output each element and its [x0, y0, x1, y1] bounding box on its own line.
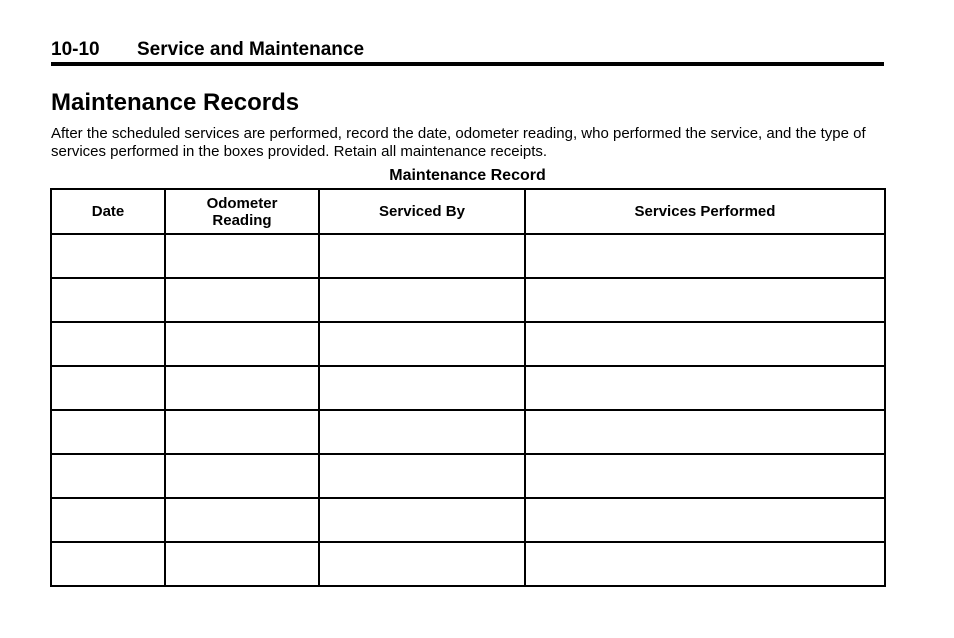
services-performed-cell	[525, 278, 885, 322]
table-row	[51, 278, 885, 322]
column-header-odometer-reading	[165, 189, 319, 234]
serviced-by-cell	[319, 234, 525, 278]
odometer-reading-cell	[165, 542, 319, 586]
odometer-reading-cell	[165, 234, 319, 278]
header-rule	[51, 62, 884, 66]
column-header-date: Date	[51, 189, 165, 234]
date-cell	[51, 498, 165, 542]
serviced-by-cell	[319, 278, 525, 322]
serviced-by-cell	[319, 410, 525, 454]
table-row	[51, 234, 885, 278]
services-performed-cell	[525, 234, 885, 278]
date-cell	[51, 278, 165, 322]
table-row	[51, 410, 885, 454]
services-performed-cell	[525, 366, 885, 410]
table-row	[51, 498, 885, 542]
date-cell	[51, 454, 165, 498]
odometer-reading-cell	[165, 322, 319, 366]
odometer-reading-cell	[165, 498, 319, 542]
maintenance-record-table	[50, 188, 886, 587]
services-performed-cell	[525, 498, 885, 542]
date-cell	[51, 410, 165, 454]
odometer-header-line1: Odometer	[206, 194, 278, 212]
table-body	[51, 234, 885, 586]
table-caption: Maintenance Record	[389, 167, 546, 184]
table-row	[51, 542, 885, 586]
page-header	[51, 39, 884, 63]
date-cell	[51, 366, 165, 410]
page-number: 10-10	[51, 39, 100, 60]
date-cell	[51, 322, 165, 366]
table-row	[51, 366, 885, 410]
date-cell	[51, 234, 165, 278]
serviced-by-cell	[319, 454, 525, 498]
services-performed-cell	[525, 454, 885, 498]
odometer-reading-cell	[165, 454, 319, 498]
table-header-row	[51, 189, 885, 234]
page-title: Maintenance Records	[51, 89, 300, 116]
section-name: Service and Maintenance	[137, 39, 365, 60]
serviced-by-cell	[319, 498, 525, 542]
serviced-by-cell	[319, 366, 525, 410]
table-row	[51, 454, 885, 498]
column-header-serviced-by: Serviced By	[319, 189, 525, 234]
odometer-reading-cell	[165, 278, 319, 322]
services-performed-cell	[525, 410, 885, 454]
date-cell	[51, 542, 165, 586]
services-performed-cell	[525, 322, 885, 366]
serviced-by-cell	[319, 542, 525, 586]
serviced-by-cell	[319, 322, 525, 366]
odometer-reading-cell	[165, 366, 319, 410]
odometer-header-line2: Reading	[212, 211, 272, 229]
intro-paragraph: After the scheduled services are performed, record the date, odometer reading, who performed the service, and the type of services performed in the boxes provided. Retain all maintenance receipts.	[51, 125, 866, 160]
column-header-services-performed: Services Performed	[525, 189, 885, 234]
services-performed-cell	[525, 542, 885, 586]
odometer-reading-cell	[165, 410, 319, 454]
table-row	[51, 322, 885, 366]
